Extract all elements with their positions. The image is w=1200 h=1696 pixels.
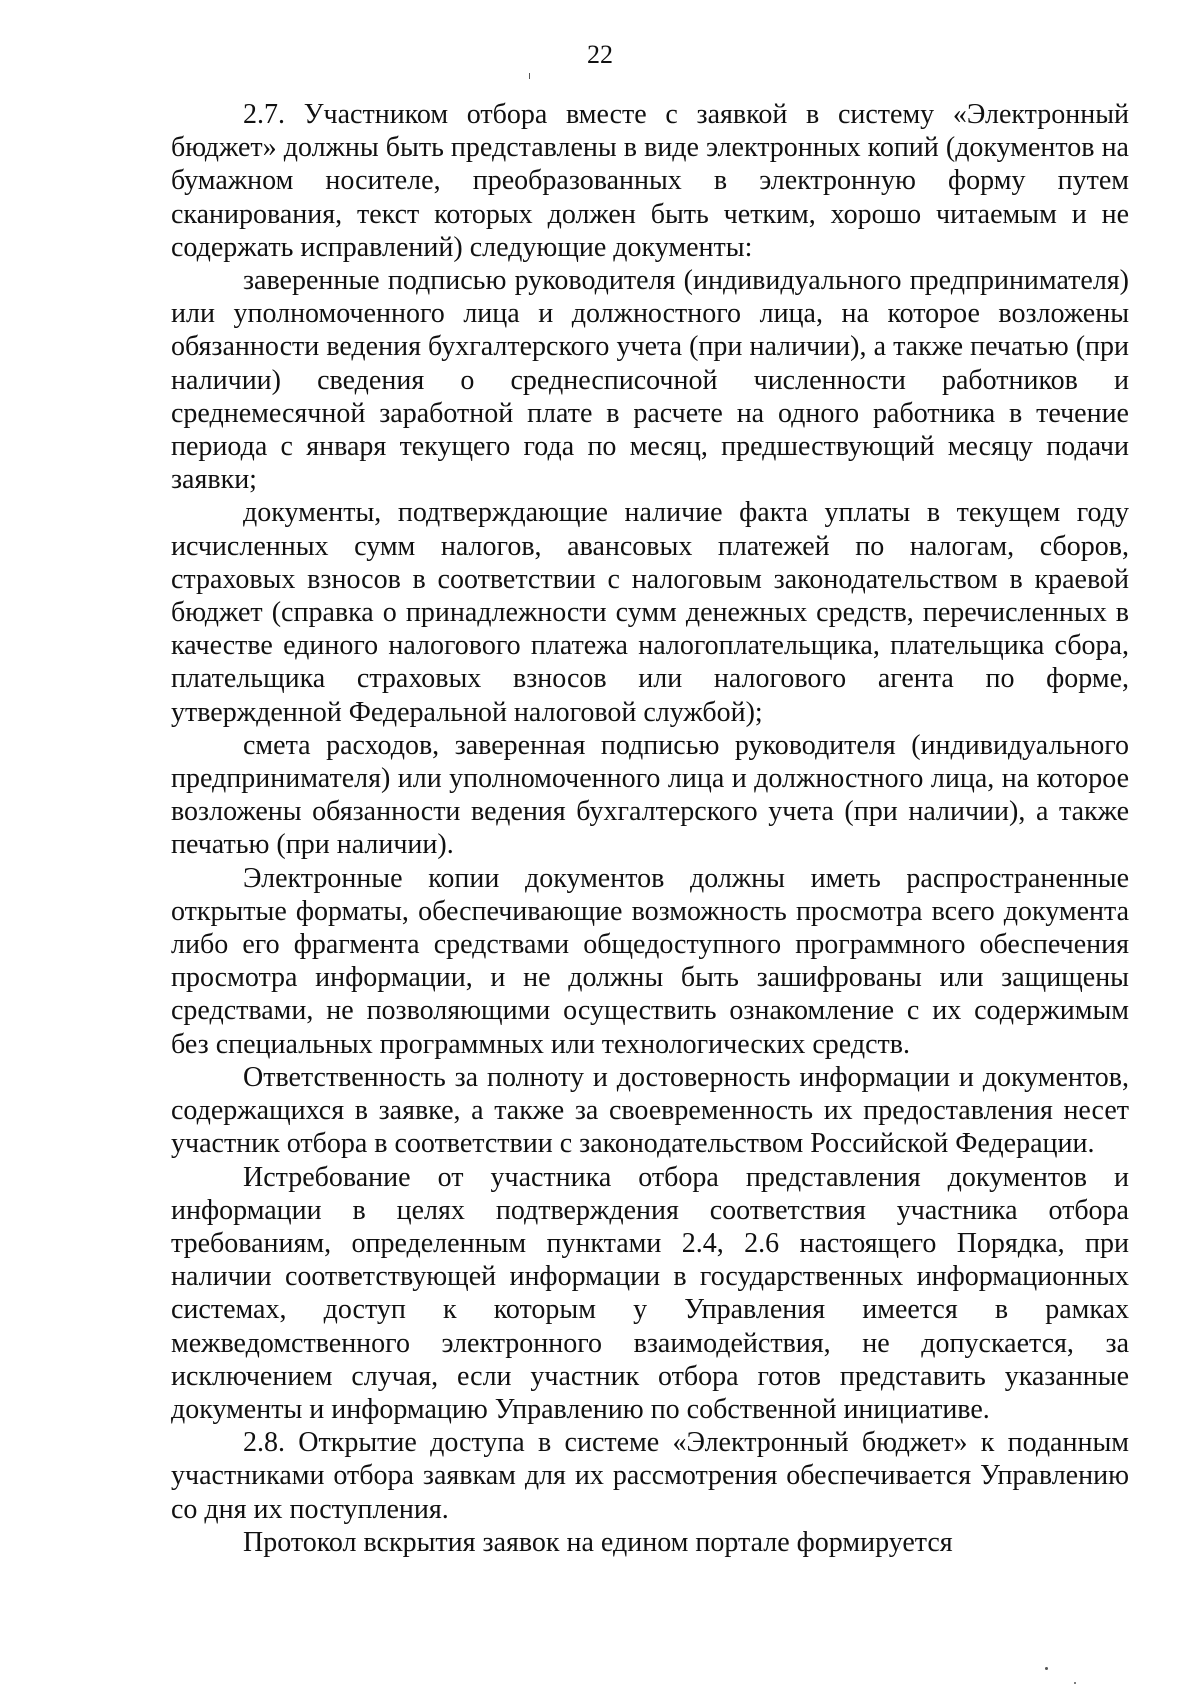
paragraph-document-request: Истребование от участника отбора представления документов и информации в целях подтверждения соответствия участника отбора требованиям, определенным пунктами 2.4, 2.6 настоящего Порядка, при наличии соответствующей информации в государственных информационных системах, доступ к которым у Управления имеется в рамках межведомственного электронного взаимодействия, не допускается, за исключением случая, если участник отбора готов представить указанные документы и информацию Управлению по собственной инициативе. — [171, 1161, 1129, 1425]
paragraph-employee-info: заверенные подписью руководителя (индивидуального предпринимателя) или уполномоченного лица и должностного лица, на которое возложены обязанности ведения бухгалтерского учета (при наличии), а также печатью (при наличии) сведения о среднесписочной численности работников и среднемесячной заработной плате в расчете на одного работника в течение периода с января текущего года по месяц, предшествующий месяцу подачи заявки; — [171, 265, 1129, 496]
paragraph-cost-estimate: смета расходов, заверенная подписью руководителя (индивидуального предпринимателя) или уполномоченного лица и должностного лица, на которое возложены обязанности ведения бухгалтерского учета (при наличии), а также печатью (при наличии). — [171, 729, 1129, 861]
paragraph-tax-documents: документы, подтверждающие наличие факта уплаты в текущем году исчисленных сумм налогов, авансовых платежей по налогам, сборов, страховых взносов в соответствии с налоговым законодательством в краевой бюджет (справка о принадлежности сумм денежных средств, перечисленных в качестве единого налогового платежа налогоплательщика, плательщика сбора, плательщика страховых взносов или налогового агента по форме, утвержденной Федеральной налоговой службой); — [171, 497, 1129, 728]
scan-speck — [1045, 1667, 1048, 1670]
scan-speck — [529, 73, 530, 79]
paragraph-electronic-copies: Электронные копии документов должны иметь распространенные открытые форматы, обеспечивающие возможность просмотра всего документа либо его фрагмента средствами общедоступного программного обеспечения просмотра информации, и не должны быть зашифрованы или защищены средствами, не позволяющими осуществить ознакомление с их содержимым без специальных программных или технологических средств. — [171, 862, 1129, 1060]
paragraph-responsibility: Ответственность за полноту и достоверность информации и документов, содержащихся в заявке, а также за своевременность их предоставления несет участник отбора в соответствии с законодательством Российской Федерации. — [171, 1061, 1129, 1160]
scan-speck — [1074, 1682, 1076, 1684]
document-body — [171, 98, 1129, 1559]
paragraph-protocol: Протокол вскрытия заявок на едином портале формируется — [243, 1526, 953, 1558]
paragraph-2-8-access: 2.8. Открытие доступа в системе «Электронный бюджет» к поданным участниками отбора заявкам для их рассмотрения обеспечивается Управлению со дня их поступления. — [171, 1427, 1129, 1525]
paragraph-2-7-intro: 2.7. Участником отбора вместе с заявкой в систему «Электронный бюджет» должны быть представлены в виде электронных копий (документов на бумажном носителе, преобразованных в электронную форму путем сканирования, текст которых должен быть четким, хорошо читаемым и не содержать исправлений) следующие документы: — [171, 99, 1129, 263]
page-number: 22 — [587, 40, 613, 69]
